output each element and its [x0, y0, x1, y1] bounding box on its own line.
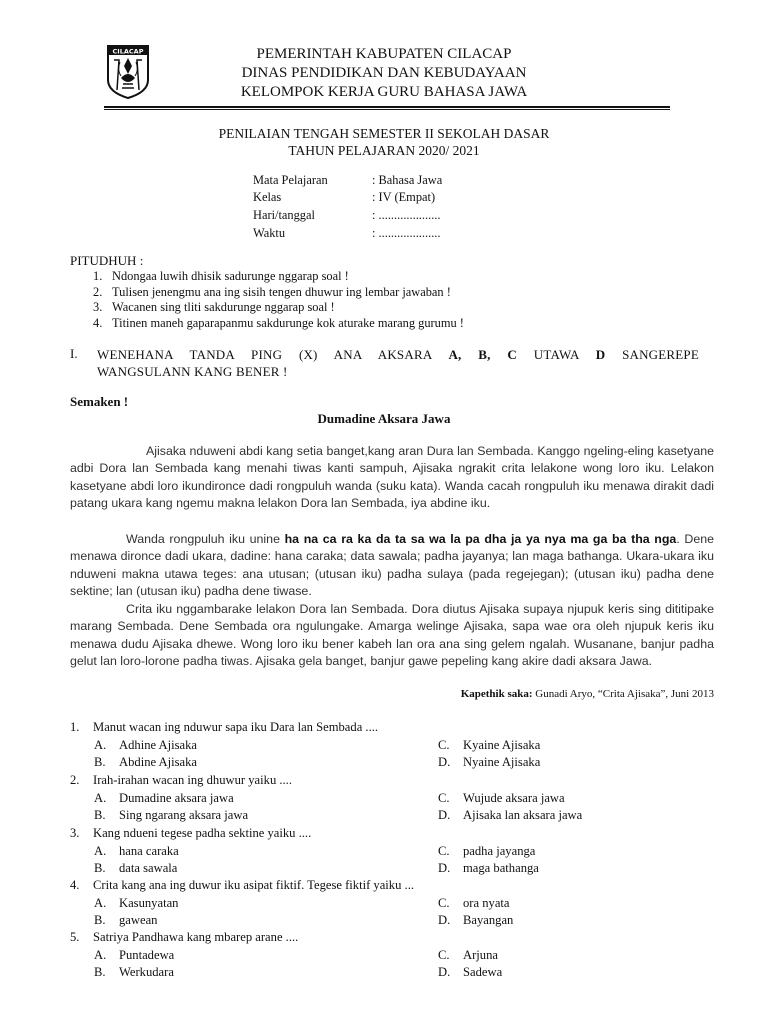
question-text: Irah-irahan wacan ing dhuwur yaiku .... — [93, 773, 292, 787]
answer-option-c[interactable] — [438, 791, 565, 806]
answer-option-c[interactable] — [438, 844, 535, 859]
option-text: Abdine Ajisaka — [119, 755, 197, 769]
answer-option-a[interactable] — [94, 948, 174, 963]
option-text: ora nyata — [463, 895, 510, 910]
question-stem — [70, 878, 414, 893]
answer-option-b[interactable] — [94, 913, 157, 928]
option-letter: C. — [438, 737, 450, 752]
question-text: Crita kang ana ing duwur iku asipat fiktif. Tegese fiktif yaiku ... — [93, 878, 414, 892]
section-text: WENEHANA TANDA PING (X) ANA AKSARA — [97, 347, 449, 362]
exam-title — [0, 125, 768, 159]
question-stem — [70, 773, 292, 788]
meta-value: : IV (Empat) — [372, 190, 436, 204]
meta-value: : .................... — [372, 226, 441, 240]
option-text: hana caraka — [119, 843, 179, 858]
answer-option-a[interactable] — [94, 844, 179, 859]
option-letter-b: B, — [478, 347, 491, 362]
question-stem — [70, 930, 298, 945]
answer-option-a[interactable] — [94, 738, 197, 753]
letterhead — [0, 45, 768, 102]
option-letter: B. — [94, 965, 106, 979]
question-number: 2. — [70, 773, 80, 787]
meta-label: Mata Pelajaran — [253, 173, 328, 187]
option-text: Puntadewa — [119, 947, 175, 962]
option-text: Kyaine Ajisaka — [463, 737, 541, 752]
letterhead-line1: PEMERINTAH KABUPATEN CILACAP — [256, 46, 512, 62]
question-stem — [70, 826, 311, 841]
answer-option-d[interactable] — [438, 965, 502, 980]
option-text: Sadewa — [463, 965, 503, 979]
reading-paragraph-2 — [70, 531, 714, 600]
option-letter: D. — [438, 965, 451, 979]
reading-paragraph-1: Ajisaka nduweni abdi kang setia banget,kang aran Dura lan Sembada. Kanggo ngeling-eling kasetyane adbi Dora lan Sembada kang menahi tiwas kanti sampuh, Ajisaka ngrakit crita lelakone wong loro iku. Lelakon kasetyane abdi loro ikundironce dadi rongpuluh wanda (suku kata). Wanda cacah rongpuluh iku menawa dirakit dadi patang ukara kang ngemu makna lelakon Dora lan Sembada, iya abdine iku. — [70, 444, 714, 510]
question-number: 4. — [70, 878, 80, 892]
question-text: Satriya Pandhawa kang mbarep arane .... — [93, 930, 299, 944]
option-text: data sawala — [119, 861, 178, 875]
exam-title-line1: PENILAIAN TENGAH SEMESTER II SEKOLAH DASAR — [218, 126, 550, 141]
option-text: Adhine Ajisaka — [119, 737, 197, 752]
instructions-heading: PITUDHUH : — [70, 253, 144, 268]
option-letter: B. — [94, 861, 106, 875]
instruction-num: 4. — [93, 316, 103, 330]
option-letter: A. — [94, 737, 107, 752]
answer-option-b[interactable] — [94, 808, 248, 823]
option-letter-a: A, — [448, 347, 462, 362]
meta-value: : Bahasa Jawa — [372, 173, 443, 187]
answer-option-d[interactable] — [438, 808, 582, 823]
option-text: Sing ngarang aksara jawa — [119, 808, 249, 822]
answer-option-b[interactable] — [94, 755, 197, 770]
option-text: Dumadine aksara jawa — [119, 790, 234, 805]
section-instruction — [97, 346, 699, 364]
option-letter-c: C — [507, 347, 517, 362]
question-text: Manut wacan ing nduwur sapa iku Dara lan Sembada .... — [93, 720, 379, 734]
answer-option-d[interactable] — [438, 913, 513, 928]
letterhead-line3: KELOMPOK KERJA GURU BAHASA JAWA — [240, 84, 528, 100]
answer-option-a[interactable] — [94, 791, 234, 806]
option-letter: C. — [438, 947, 450, 962]
instruction-item — [93, 269, 349, 284]
source-label: Kapethik saka: — [460, 688, 533, 700]
option-text: Werkudara — [119, 965, 174, 979]
instruction-text: Wacanen sing tliti sakdurunge nggarap soal ! — [112, 300, 335, 314]
aksara-syllables: ha na ca ra ka da ta sa wa la pa dha ja ya nya ma ga ba tha nga — [284, 532, 677, 546]
answer-option-c[interactable] — [438, 896, 510, 911]
option-text: maga bathanga — [463, 861, 539, 875]
option-letter: D. — [438, 755, 451, 769]
question-text: Kang ndueni tegese padha sektine yaiku .... — [93, 826, 312, 840]
instruction-text: Ndongaa luwih dhisik sadurunge nggarap soal ! — [112, 269, 349, 283]
question-number: 1. — [70, 720, 80, 734]
logo-lettering: CILACAP — [112, 47, 144, 56]
instruction-text: Tulisen jenengmu ana ing sisih tengen dhuwur ing lembar jawaban ! — [112, 285, 451, 299]
instruction-num: 3. — [93, 300, 103, 314]
option-text: Kasunyatan — [119, 895, 179, 910]
answer-option-c[interactable] — [438, 948, 498, 963]
option-letter: C. — [438, 895, 450, 910]
semaken-label: Semaken ! — [70, 394, 129, 409]
paragraph-text: Wanda rongpuluh iku unine — [126, 532, 285, 546]
meta-label: Waktu — [253, 226, 286, 240]
instruction-item — [93, 316, 464, 331]
option-text: Nyaine Ajisaka — [463, 755, 541, 769]
meta-label: Kelas — [253, 190, 282, 204]
option-letter: C. — [438, 790, 450, 805]
option-letter: A. — [94, 947, 107, 962]
question-number: 5. — [70, 930, 80, 944]
answer-option-d[interactable] — [438, 861, 539, 876]
option-letter-d: D — [595, 347, 606, 362]
option-letter: A. — [94, 843, 107, 858]
instruction-num: 1. — [93, 269, 103, 283]
answer-option-b[interactable] — [94, 965, 174, 980]
option-letter: D. — [438, 913, 451, 927]
exam-title-line2: TAHUN PELAJARAN 2020/ 2021 — [288, 143, 480, 158]
instruction-num: 2. — [93, 285, 103, 299]
answer-option-c[interactable] — [438, 738, 540, 753]
question-number: 3. — [70, 826, 80, 840]
option-text: Ajisaka lan aksara jawa — [463, 808, 583, 822]
question-stem — [70, 720, 378, 735]
answer-option-a[interactable] — [94, 896, 178, 911]
option-text: Wujude aksara jawa — [463, 790, 565, 805]
option-letter: B. — [94, 808, 106, 822]
instruction-text: Titinen maneh gaparapanmu sakdurunge kok aturake marang gurumu ! — [112, 316, 464, 330]
option-text: Arjuna — [463, 947, 498, 962]
answer-option-b[interactable] — [94, 861, 177, 876]
source-text: Gunadi Aryo, “Crita Ajisaka”, Juni 2013 — [532, 688, 714, 700]
header-rule-thin — [104, 109, 670, 110]
option-letter: C. — [438, 843, 450, 858]
letterhead-line2: DINAS PENDIDIKAN DAN KEBUDAYAAN — [241, 65, 527, 81]
header-rule-thick — [104, 106, 670, 108]
reading-source — [461, 688, 714, 700]
answer-option-d[interactable] — [438, 755, 540, 770]
option-text: padha jayanga — [463, 843, 536, 858]
option-letter: A. — [94, 895, 107, 910]
option-letter: B. — [94, 755, 106, 769]
section-number: I. — [70, 346, 78, 361]
option-letter: B. — [94, 913, 106, 927]
option-letter: D. — [438, 861, 451, 875]
instruction-item — [93, 300, 335, 315]
option-letter: D. — [438, 808, 451, 822]
reading-title: Dumadine Aksara Jawa — [317, 411, 451, 426]
option-text: gawean — [119, 913, 158, 927]
reading-paragraph-3: Crita iku nggambarake lelakon Dora lan Sembada. Dora diutus Ajisaka supaya njupuk keris sing dititipake marang Sembada. Dene Sembada ora ngulungake. Amarga welinge Ajisaka, sapa wae ora oleh njupuk keris iku menawa dudu Ajisaka dhewe. Wong loro iku bener kabeh lan ora ana sing gelem ngalah. Wusanane, banjur padha gelut lan loro-lorone padha tiwas. Ajisaka gela banget, banjur gawe pepeling kang akire dadi aksara Jawa. — [70, 602, 714, 668]
meta-label: Hari/tanggal — [253, 208, 315, 222]
section-instruction-line2: WANGSULANN KANG BENER ! — [97, 364, 288, 379]
option-letter: A. — [94, 790, 107, 805]
instruction-item — [93, 285, 451, 300]
section-text: SANGEREPE — [605, 347, 699, 362]
option-text: Bayangan — [463, 913, 514, 927]
section-text: UTAWA — [517, 347, 596, 362]
paragraph-text: . Dene menawa dironce dadi ukara, dadine: hana caraka; data sawala; padha jayanya; lan maga bathanga. Ukara-ukara iku nduweni makna utawa teges: ana utusan; (utusan iku) padha sulaya (pada regejegan); (utusan iku) padha dene sektine; lan (utusan iku) padha dene tiwase. — [70, 532, 715, 598]
meta-value: : .................... — [372, 208, 441, 222]
